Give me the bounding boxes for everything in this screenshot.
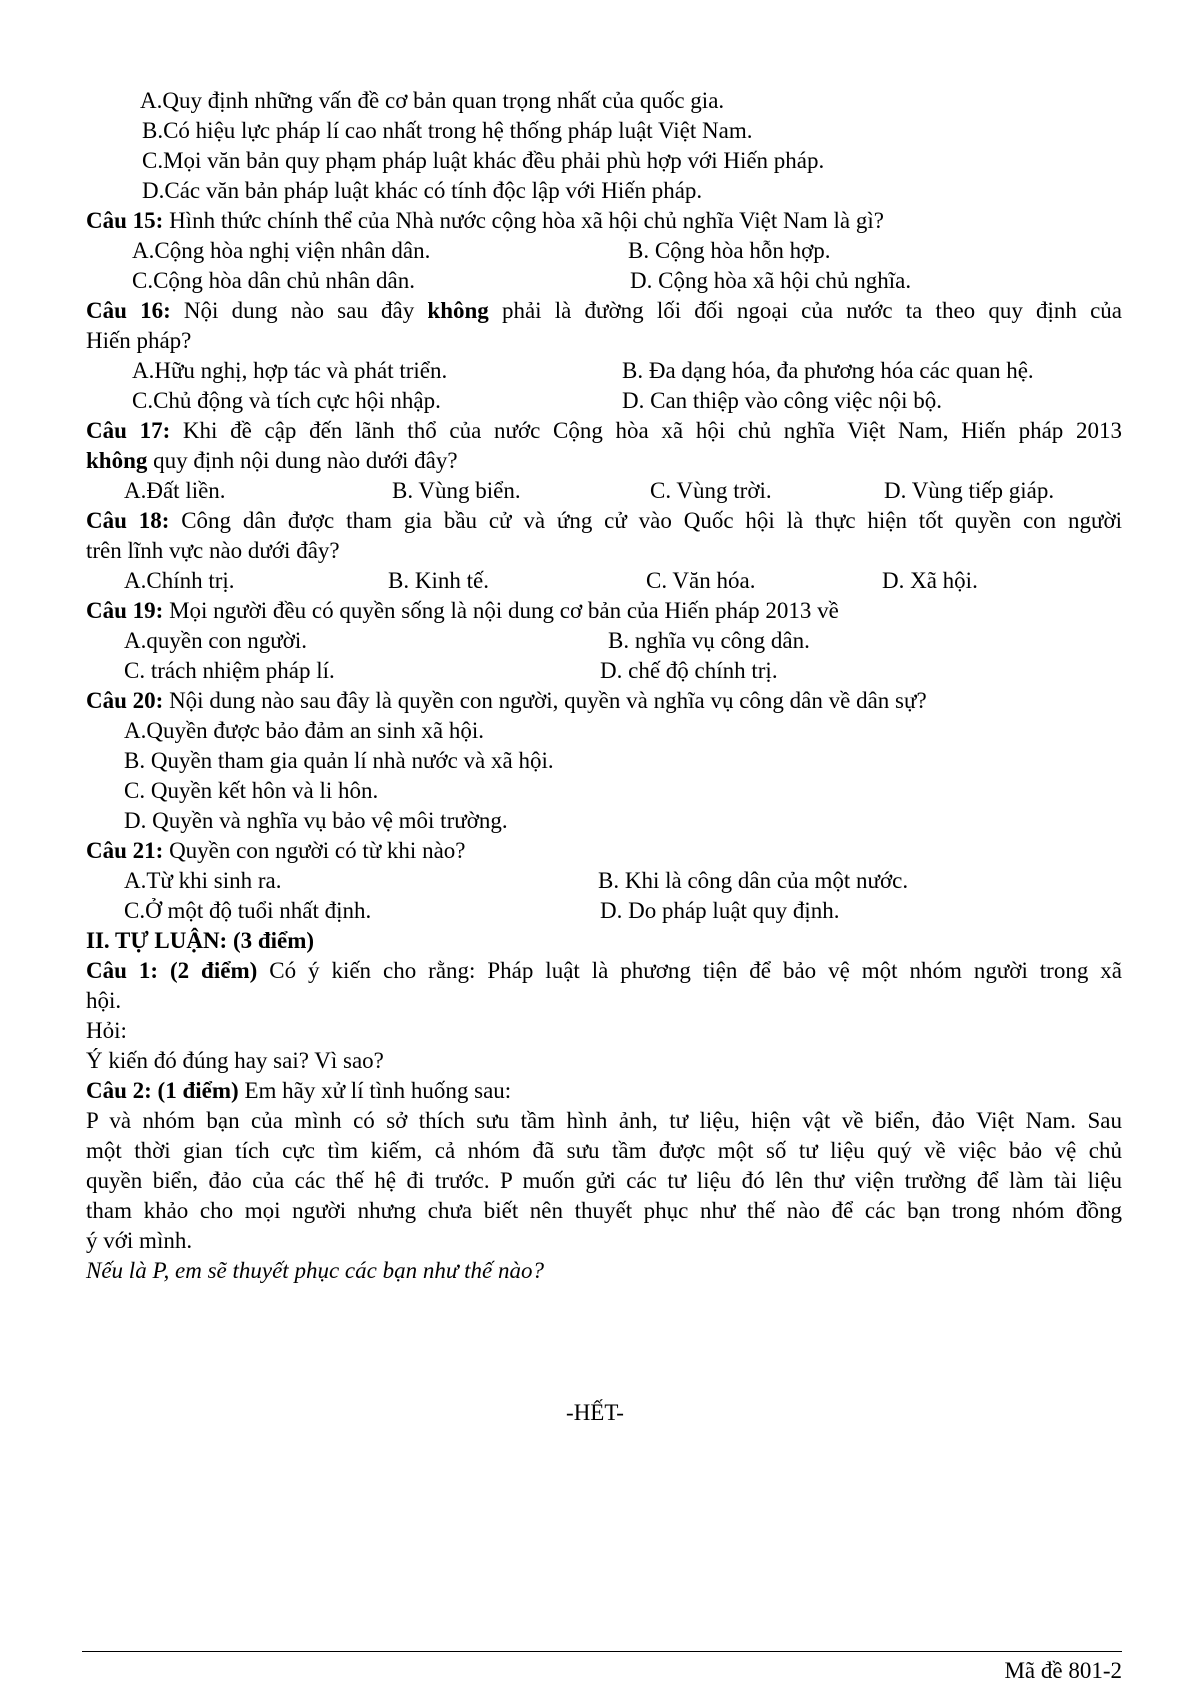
exam-code: Mã đề 801-2: [1004, 1658, 1122, 1683]
q16-option-c: C.Chủ động và tích cực hội nhập.: [132, 388, 441, 413]
q18-option-c: C. Văn hóa.: [646, 568, 756, 593]
essay-q2-stem: [86, 1076, 511, 1106]
q19-option-b: B. nghĩa vụ công dân.: [608, 628, 810, 653]
essay-q2-text: Em hãy xử lí tình huống sau:: [238, 1078, 512, 1103]
q18-stem: [86, 506, 1122, 536]
q19-option-d: D. chế độ chính trị.: [600, 658, 778, 683]
essay-q2-situation-line5: ý với mình.: [86, 1228, 193, 1253]
q21-option-b: B. Khi là công dân của một nước.: [598, 868, 909, 893]
q18-option-d: D. Xã hội.: [882, 568, 978, 593]
essay-q2-question-text: Nếu là P, em sẽ thuyết phục các bạn như thế nào?: [86, 1258, 544, 1283]
q21-option-c: C.Ở một độ tuổi nhất định.: [124, 898, 372, 923]
essay-q2-question: [86, 1256, 544, 1286]
q19-text: Mọi người đều có quyền sống là nội dung cơ bản của Hiến pháp 2013 về: [163, 598, 839, 623]
q15-option-a: A.Cộng hòa nghị viện nhân dân.: [132, 238, 431, 263]
q14-option-b: B.Có hiệu lực pháp lí cao nhất trong hệ thống pháp luật Việt Nam.: [142, 118, 753, 143]
essay-q2-label: Câu 2: (1 điểm): [86, 1078, 239, 1103]
q15-label: Câu 15:: [86, 208, 164, 233]
essay-q1-stem: [86, 956, 1122, 986]
q17-label: Câu 17:: [86, 418, 171, 443]
q21-option-d: D. Do pháp luật quy định.: [600, 898, 840, 923]
q21-label: Câu 21:: [86, 838, 164, 863]
q14-option-c: C.Mọi văn bản quy phạm pháp luật khác đều phải phù hợp với Hiến pháp.: [142, 148, 825, 173]
q16-option-a: A.Hữu nghị, hợp tác và phát triển.: [132, 358, 448, 383]
q20-label: Câu 20:: [86, 688, 164, 713]
q20-stem: [86, 686, 927, 716]
q19-option-a: A.quyền con người.: [124, 628, 308, 653]
end-mark: -HẾT-: [566, 1400, 624, 1425]
essay-q1-stem-continued: hội.: [86, 988, 122, 1013]
q15-stem: [86, 206, 884, 236]
essay-heading: [86, 926, 314, 956]
q20-option-d: D. Quyền và nghĩa vụ bảo vệ môi trường.: [124, 808, 508, 833]
q17-text-part2: quy định nội dung nào dưới đây?: [147, 448, 458, 473]
q16-label: Câu 16:: [86, 298, 171, 323]
q21-stem: [86, 836, 465, 866]
q17-option-d: D. Vùng tiếp giáp.: [884, 478, 1055, 503]
q17-option-a: A.Đất liền.: [124, 478, 226, 503]
essay-q1-question: Ý kiến đó đúng hay sai? Vì sao?: [86, 1048, 384, 1073]
q19-option-c: C. trách nhiệm pháp lí.: [124, 658, 335, 683]
q17-stem: [86, 416, 1122, 446]
q18-label: Câu 18:: [86, 508, 170, 533]
q17-emphasis: không: [86, 448, 148, 473]
q16-stem-continued: Hiến pháp?: [86, 328, 192, 353]
essay-q2-situation-line1: P và nhóm bạn của mình có sở thích sưu tầm hình ảnh, tư liệu, hiện vật về biển, đảo Việt Nam. Sau: [86, 1108, 1122, 1133]
q17-text-part1: Khi đề cập đến lãnh thổ của nước Cộng hòa xã hội chủ nghĩa Việt Nam, Hiến pháp 2013: [170, 418, 1122, 443]
q16-stem: [86, 296, 1122, 326]
q16-text-part2: phải là đường lối đối ngoại của nước ta theo quy định của: [488, 298, 1123, 323]
essay-q1-ask: Hỏi:: [86, 1018, 127, 1043]
q18-option-a: A.Chính trị.: [124, 568, 235, 593]
essay-q1-label: Câu 1: (2 điểm): [86, 958, 258, 983]
essay-q2-situation-line3: quyền biển, đảo của các thế hệ đi trước. P muốn gửi các tư liệu đó lên thư viện trường để làm tài liệu: [86, 1168, 1122, 1193]
q18-stem-continued: trên lĩnh vực nào dưới đây?: [86, 538, 340, 563]
q14-option-a: A.Quy định những vấn đề cơ bản quan trọng nhất của quốc gia.: [140, 88, 725, 113]
q21-option-a: A.Từ khi sinh ra.: [124, 868, 282, 893]
q16-text-part1: Nội dung nào sau đây: [170, 298, 428, 323]
q19-stem: [86, 596, 839, 626]
q17-option-c: C. Vùng trời.: [650, 478, 772, 503]
q20-option-b: B. Quyền tham gia quản lí nhà nước và xã hội.: [124, 748, 554, 773]
q16-emphasis: không: [427, 298, 489, 323]
footer-divider: [82, 1651, 1122, 1652]
q16-option-b: B. Đa dạng hóa, đa phương hóa các quan hệ.: [622, 358, 1034, 383]
q17-option-b: B. Vùng biển.: [392, 478, 521, 503]
q15-option-c: C.Cộng hòa dân chủ nhân dân.: [132, 268, 415, 293]
q21-text: Quyền con người có từ khi nào?: [163, 838, 466, 863]
q19-label: Câu 19:: [86, 598, 164, 623]
essay-q2-situation-line4: tham khảo cho mọi người nhưng chưa biết nên thuyết phục như thế nào để các bạn trong nhóm đồng: [86, 1198, 1122, 1223]
q20-option-a: A.Quyền được bảo đảm an sinh xã hội.: [124, 718, 484, 743]
essay-q2-situation-line2: một thời gian tích cực tìm kiếm, cả nhóm đã sưu tầm được một số tư liệu quý về việc bảo vệ chủ: [86, 1138, 1122, 1163]
q20-option-c: C. Quyền kết hôn và li hôn.: [124, 778, 379, 803]
q20-text: Nội dung nào sau đây là quyền con người, quyền và nghĩa vụ công dân về dân sự?: [163, 688, 927, 713]
essay-q1-text: Có ý kiến cho rằng: Pháp luật là phương tiện để bảo vệ một nhóm người trong xã: [257, 958, 1122, 983]
q18-text-part1: Công dân được tham gia bầu cử và ứng cử vào Quốc hội là thực hiện tốt quyền con người: [169, 508, 1122, 533]
q16-option-d: D. Can thiệp vào công việc nội bộ.: [622, 388, 943, 413]
q15-option-d: D. Cộng hòa xã hội chủ nghĩa.: [630, 268, 912, 293]
q15-text: Hình thức chính thể của Nhà nước cộng hòa xã hội chủ nghĩa Việt Nam là gì?: [163, 208, 884, 233]
q17-stem-continued: [86, 446, 458, 476]
q15-option-b: B. Cộng hòa hỗn hợp.: [628, 238, 831, 263]
q18-option-b: B. Kinh tế.: [388, 568, 489, 593]
q14-option-d: D.Các văn bản pháp luật khác có tính độc lập với Hiến pháp.: [142, 178, 703, 203]
essay-heading-text: II. TỰ LUẬN: (3 điểm): [86, 928, 315, 953]
